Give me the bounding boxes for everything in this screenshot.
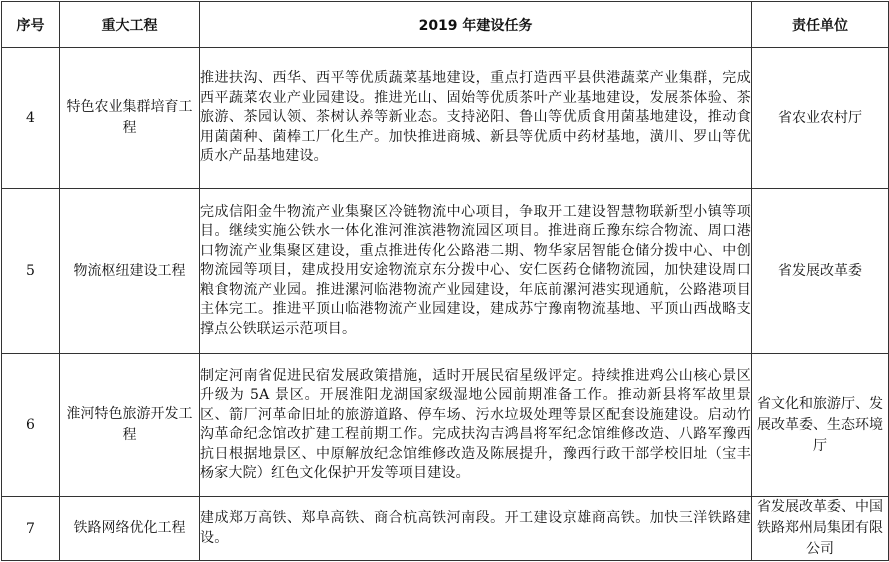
row-task: 建成郑万高铁、郑阜高铁、商合杭高铁河南段。开工建设京雄商高铁。加快三洋铁路建设。 (200, 497, 752, 561)
table-row (2, 189, 889, 354)
table-row (2, 354, 889, 497)
row-index: 5 (2, 189, 60, 354)
construction-task-table (1, 1, 889, 561)
row-unit: 省发展改革委 (752, 189, 889, 354)
row-index: 7 (2, 497, 60, 561)
row-unit: 省发展改革委、中国铁路郑州局集团有限公司 (752, 497, 889, 561)
row-project: 淮河特色旅游开发工程 (60, 354, 200, 497)
row-project: 物流枢纽建设工程 (60, 189, 200, 354)
table-header-row (2, 2, 889, 48)
header-project: 重大工程 (60, 2, 200, 48)
row-unit: 省文化和旅游厅、发展改革委、生态环境厅 (752, 354, 889, 497)
header-task: 2019 年建设任务 (200, 2, 752, 48)
row-task: 推进扶沟、西华、西平等优质蔬菜基地建设，重点打造西平县供港蔬菜产业集群，完成西平蔬菜农业产业园建设。推进光山、固始等优质茶叶产业基地建设，发展茶体验、茶旅游、茶园认领、茶树认养等新业态。支持泌阳、鲁山等优质食用菌基地建设，推动食用菌菌种、菌棒工厂化生产。加快推进商城、新县等优质中药材基地，潢川、罗山等优质水产品基地建设。 (200, 48, 752, 189)
header-unit: 责任单位 (752, 2, 889, 48)
row-project: 铁路网络优化工程 (60, 497, 200, 561)
row-unit: 省农业农村厅 (752, 48, 889, 189)
row-task: 制定河南省促进民宿发展政策措施，适时开展民宿星级评定。持续推进鸡公山核心景区升级为 5A 景区。开展淮阳龙湖国家级湿地公园前期准备工作。推动新县将军故里景区、箭厂河革命旧址的旅游道路、停车场、污水垃圾处理等景区配套设施建设。启动竹沟革命纪念馆改扩建工程前期工作。完成扶沟吉鸿昌将军纪念馆维修改造、八路军豫西抗日根据地景区、中原解放纪念馆维修改造及陈展提升，豫西行政干部学校旧址（宝丰杨家大院）红色文化保护开发等项目建设。 (200, 354, 752, 497)
header-index: 序号 (2, 2, 60, 48)
row-index: 6 (2, 354, 60, 497)
row-project: 特色农业集群培育工程 (60, 48, 200, 189)
row-task: 完成信阳金牛物流产业集聚区冷链物流中心项目，争取开工建设智慧物联新型小镇等项目。继续实施公铁水一体化淮河淮滨港物流园区项目。推进商丘豫东综合物流、周口港口物流产业集聚区建设，重点推进传化公路港二期、物华家居智能仓储分拨中心、中创物流园等项目，建成投用安途物流京东分拨中心、安仁医药仓储物流园，加快建设周口粮食物流产业园。推进漯河临港物流产业园建设，年底前漯河港实现通航，公路港项目主体完工。推进平顶山临港物流产业园建设，建成苏宁豫南物流基地、平顶山西战略支撑点公铁联运示范项目。 (200, 189, 752, 354)
row-index: 4 (2, 48, 60, 189)
table-row (2, 48, 889, 189)
table-row (2, 497, 889, 561)
